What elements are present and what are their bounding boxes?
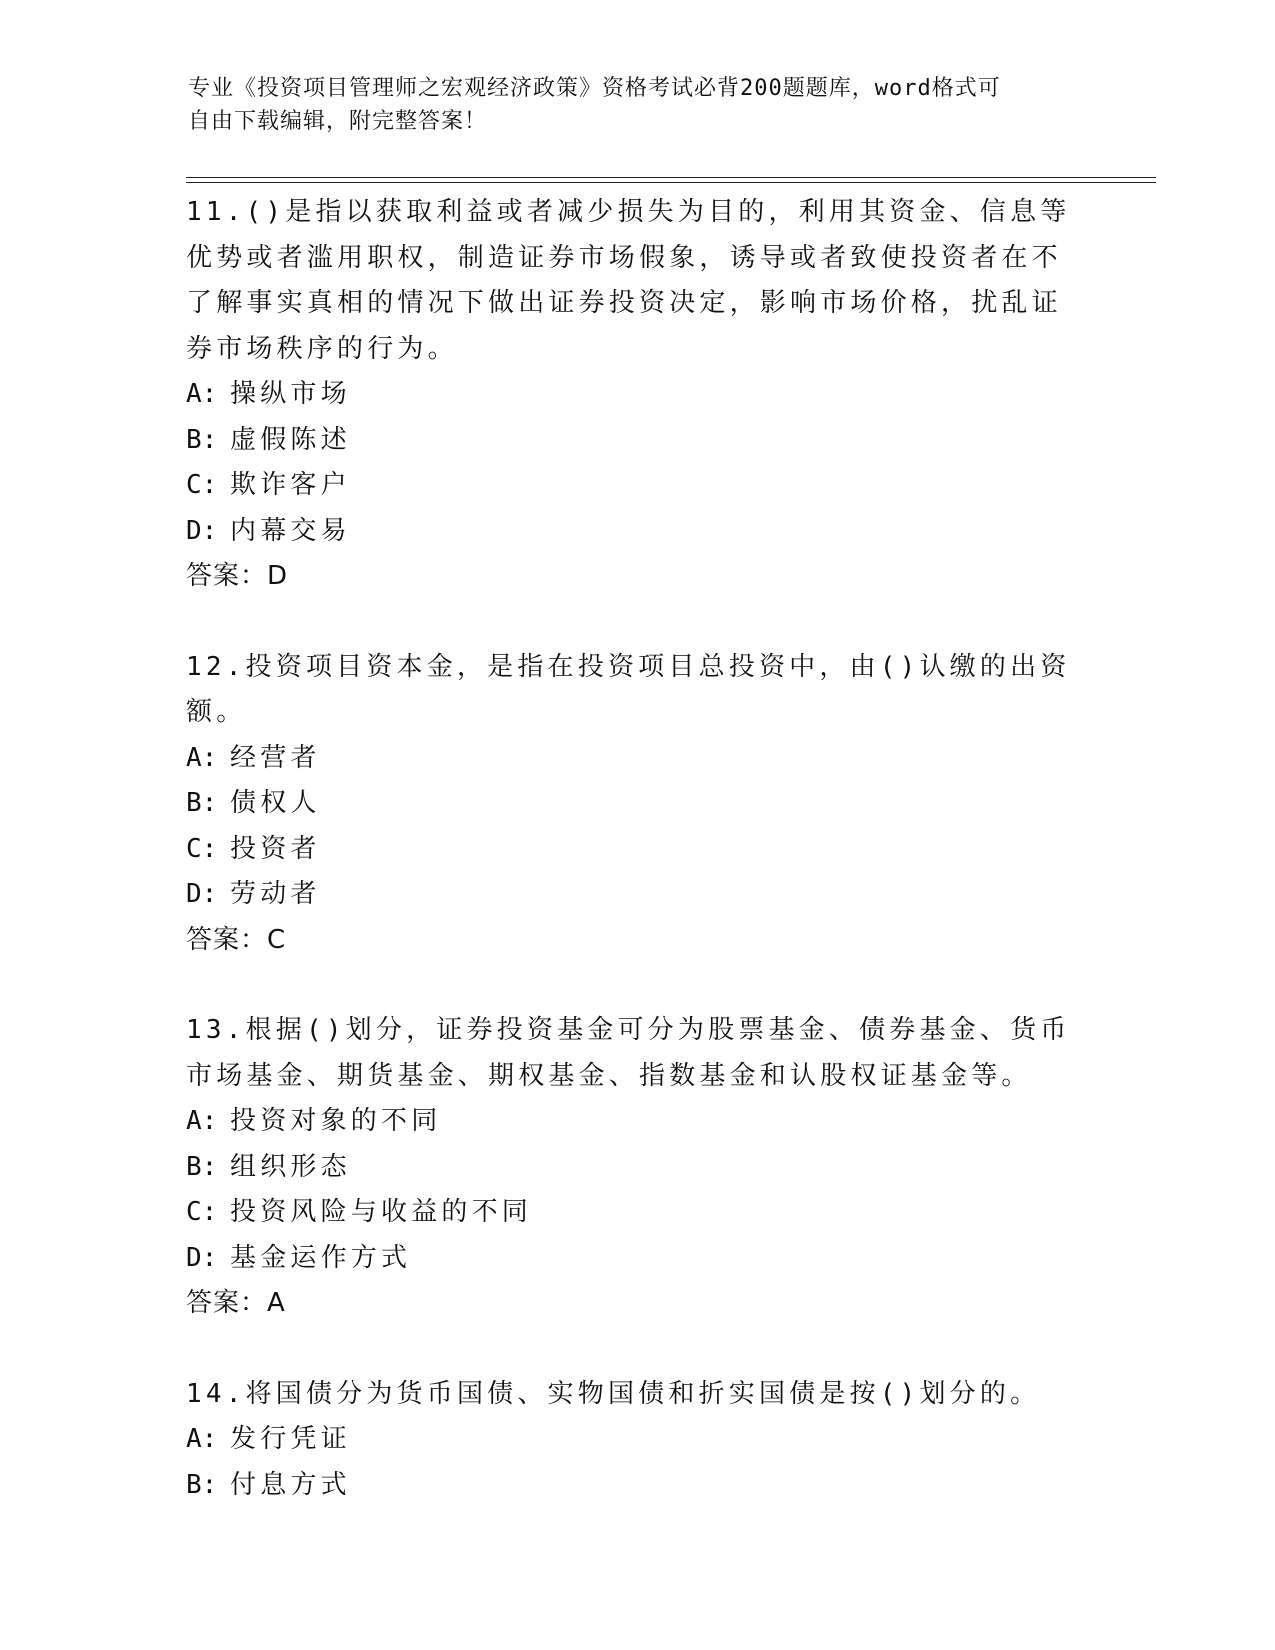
option-text: 虚假陈述 (230, 424, 351, 455)
question-stem: 11.()是指以获取利益或者减少损失为目的，利用其资金、信息等优势或者滥用职权，制造证券市场假象，诱导或者致使投资者在不了解事实真相的情况下做出证券投资决定，影响市场价格，扰乱证券市场秩序的行为。 (186, 197, 1071, 364)
option-text: 投资者 (230, 833, 321, 864)
option-text: 发行凭证 (230, 1424, 351, 1454)
option-text: 组织形态 (230, 1151, 351, 1182)
option-letter: C: (186, 470, 218, 500)
option-letter: B: (186, 1151, 218, 1182)
question-item (186, 1372, 1086, 1509)
option-letter: C: (186, 1197, 218, 1227)
question-stem: 14.将国债分为货币国债、实物国债和折实国债是按()划分的。 (186, 1378, 1041, 1409)
option-text: 投资对象的不同 (230, 1106, 442, 1136)
option-a (186, 736, 1086, 782)
option-b (186, 1463, 1086, 1509)
question-stem: 12.投资项目资本金，是指在投资项目总投资中，由()认缴的出资额。 (186, 651, 1071, 727)
option-text: 投资风险与收益的不同 (230, 1197, 533, 1227)
option-letter: A: (186, 379, 218, 409)
option-text: 内幕交易 (230, 515, 351, 546)
option-letter: D: (186, 1242, 218, 1273)
option-text: 欺诈客户 (230, 470, 351, 500)
option-b (186, 418, 1086, 464)
option-text: 付息方式 (230, 1469, 351, 1500)
option-a (186, 372, 1086, 418)
question-stem: 13.根据()划分，证券投资基金可分为股票基金、债券基金、货币市场基金、期货基金、期权基金、指数基金和认股权证基金等。 (186, 1015, 1071, 1091)
option-b (186, 781, 1086, 827)
option-letter: D: (186, 515, 218, 546)
option-text: 经营者 (230, 742, 321, 773)
option-letter: A: (186, 1424, 218, 1454)
question-item (186, 645, 1086, 964)
option-b (186, 1145, 1086, 1191)
option-letter: B: (186, 788, 218, 818)
option-c (186, 1190, 1086, 1236)
document-header (188, 72, 1088, 138)
option-d (186, 1236, 1086, 1282)
option-letter: B: (186, 1469, 218, 1500)
option-letter: D: (186, 879, 218, 909)
header-double-rule (186, 177, 1156, 183)
option-text: 劳动者 (230, 879, 321, 909)
option-c (186, 827, 1086, 873)
option-text: 基金运作方式 (230, 1242, 412, 1273)
answer-line: 答案：C (186, 924, 287, 955)
header-line-2: 自由下载编辑，附完整答案！ (188, 109, 488, 134)
question-item (186, 190, 1086, 600)
header-line-1: 专业《投资项目管理师之宏观经济政策》资格考试必背200题题库，word格式可 (188, 76, 1001, 101)
question-list (186, 190, 1086, 1553)
option-c (186, 463, 1086, 509)
answer-line: 答案：D (186, 561, 289, 591)
option-d (186, 509, 1086, 555)
option-text: 债权人 (230, 788, 321, 818)
question-item (186, 1008, 1086, 1327)
option-letter: C: (186, 833, 218, 864)
option-a (186, 1417, 1086, 1463)
option-text: 操纵市场 (230, 379, 351, 409)
option-letter: A: (186, 742, 218, 773)
option-letter: A: (186, 1106, 218, 1136)
option-a (186, 1099, 1086, 1145)
option-letter: B: (186, 424, 218, 455)
answer-line: 答案：A (186, 1288, 286, 1318)
option-d (186, 872, 1086, 918)
